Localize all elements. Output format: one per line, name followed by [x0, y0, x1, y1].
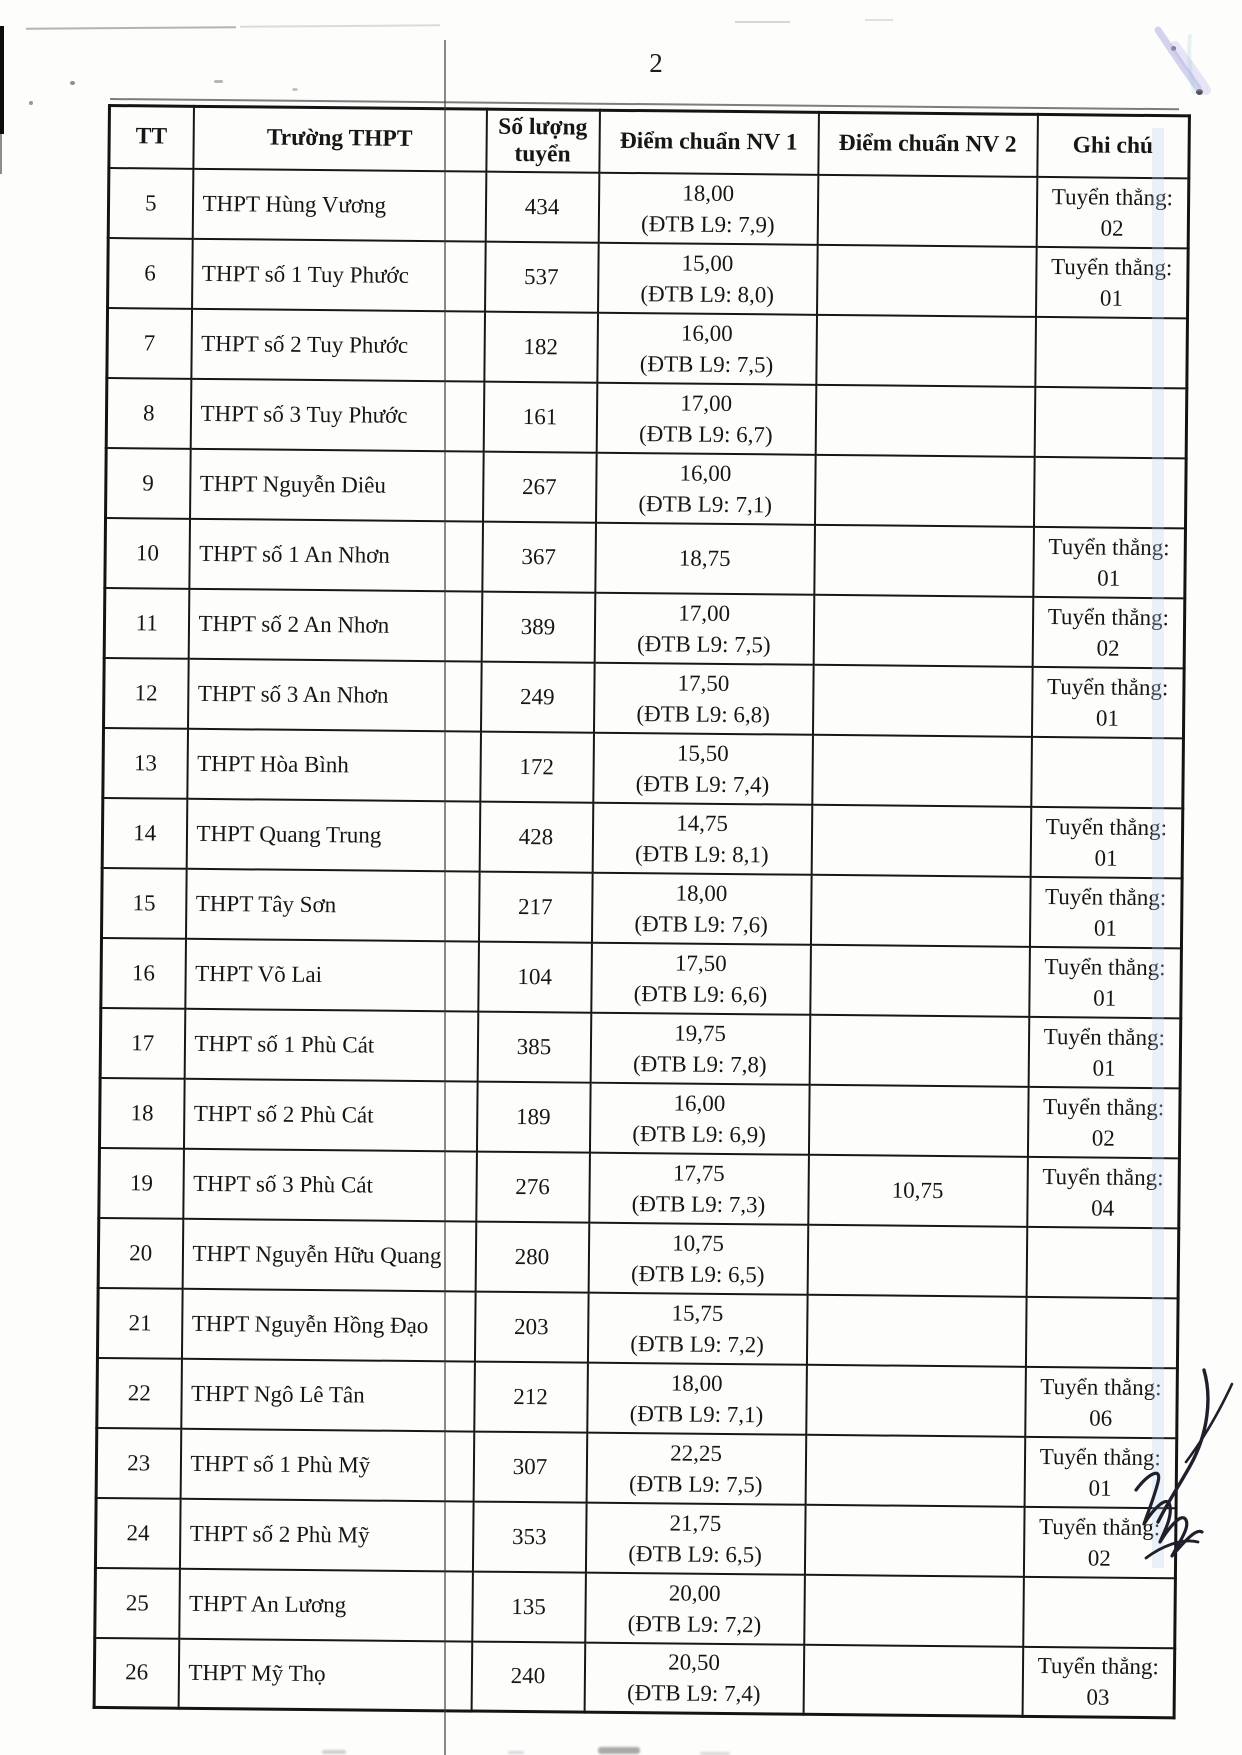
cell-nv1-score: 15,75 (ĐTB L9: 7,2): [587, 1292, 807, 1364]
cell-school-name: THPT số 3 An Nhơn: [188, 658, 482, 731]
scan-blue-band-artifact: [1152, 128, 1164, 1568]
scan-speck: [29, 101, 33, 105]
cell-quantity: 172: [480, 731, 594, 802]
cell-nv1-score: 15,00 (ĐTB L9: 8,0): [598, 242, 818, 314]
cell-school-name: THPT Nguyễn Hữu Quang: [182, 1218, 476, 1291]
cell-nv2-score: [806, 1294, 1026, 1366]
cell-nv2-score: [804, 1574, 1024, 1646]
cell-school-name: THPT Hòa Bình: [187, 728, 481, 801]
cell-tt: 19: [99, 1147, 184, 1218]
cell-nv2-score: [810, 944, 1030, 1016]
cell-note: Tuyển thẳng: 02: [1036, 176, 1189, 247]
cell-nv1-score: 18,00 (ĐTB L9: 7,6): [591, 872, 811, 944]
table-row: [104, 657, 1185, 737]
cell-nv2-score: [812, 664, 1032, 736]
cell-tt: 14: [102, 797, 187, 868]
cell-tt: 22: [97, 1357, 182, 1428]
cell-quantity: 389: [481, 591, 595, 662]
cell-tt: 26: [94, 1637, 179, 1708]
cell-school-name: THPT số 1 Phù Cát: [184, 1008, 478, 1081]
cell-tt: 5: [108, 168, 193, 239]
cell-tt: 12: [104, 657, 189, 728]
cell-tt: 15: [101, 867, 186, 938]
cell-quantity: 240: [471, 1641, 585, 1712]
cell-nv2-score: [804, 1504, 1024, 1576]
cell-school-name: THPT Nguyễn Diêu: [190, 448, 484, 521]
cell-nv2-score: [813, 594, 1033, 666]
cell-quantity: 182: [484, 311, 598, 382]
header-quantity: Số lượng tuyển: [486, 109, 600, 172]
header-school: Trường THPT: [193, 106, 487, 171]
cell-quantity: 189: [476, 1081, 590, 1152]
cell-note: Tuyển thẳng: 01: [1036, 246, 1189, 317]
cell-nv2-score: [814, 524, 1034, 596]
cell-school-name: THPT số 3 Tuy Phước: [190, 378, 484, 451]
cell-note: Tuyển thẳng: 01: [1028, 1016, 1181, 1087]
cell-quantity: 367: [482, 521, 596, 592]
cell-tt: 24: [95, 1497, 180, 1568]
cell-tt: 9: [106, 447, 191, 518]
cell-nv2-score: [815, 384, 1035, 456]
cell-tt: 8: [106, 378, 191, 449]
table-row: [97, 1357, 1178, 1437]
scan-speck: [70, 81, 75, 85]
table-row: [105, 517, 1186, 597]
cell-nv1-score: 17,50 (ĐTB L9: 6,6): [591, 942, 811, 1014]
cell-nv1-score: 16,00 (ĐTB L9: 7,1): [596, 452, 816, 524]
cell-school-name: THPT Võ Lai: [185, 938, 479, 1011]
cell-school-name: THPT số 2 Tuy Phước: [191, 308, 485, 381]
scan-smudge: [26, 26, 236, 29]
page-number: 2: [649, 48, 663, 78]
scan-speck: [214, 80, 223, 83]
cell-quantity: 217: [478, 871, 592, 942]
handwritten-signature: [1128, 1362, 1242, 1572]
cell-nv1-score: 21,75 (ĐTB L9: 6,5): [585, 1502, 805, 1574]
cell-school-name: THPT An Lương: [179, 1568, 473, 1641]
cell-note: Tuyển thẳng: 02: [1027, 1086, 1180, 1157]
cell-tt: 7: [107, 308, 192, 379]
cell-school-name: THPT số 2 An Nhơn: [188, 588, 482, 661]
cell-school-name: THPT Nguyễn Hồng Đạo: [181, 1288, 475, 1361]
cell-nv2-score: [806, 1364, 1026, 1436]
cell-note: Tuyển thẳng: 01: [1029, 876, 1182, 947]
cell-nv1-score: 10,75 (ĐTB L9: 6,5): [588, 1222, 808, 1294]
table-row: [98, 1217, 1179, 1297]
cell-school-name: THPT Mỹ Thọ: [178, 1638, 472, 1711]
scan-streak-artifact: [1130, 18, 1240, 118]
cell-note: Tuyển thẳng: 01: [1030, 806, 1183, 877]
header-row: [109, 106, 1190, 178]
cell-quantity: 353: [472, 1501, 586, 1572]
table-row: [107, 308, 1188, 388]
cell-school-name: THPT Quang Trung: [186, 798, 480, 871]
cell-nv2-score: [814, 454, 1034, 526]
cell-nv1-score: 22,25 (ĐTB L9: 7,5): [586, 1432, 806, 1504]
cell-nv1-score: 17,00 (ĐTB L9: 7,5): [594, 592, 814, 664]
cell-nv2-score: [809, 1014, 1029, 1086]
table-row: [108, 238, 1189, 318]
cell-quantity: 203: [474, 1291, 588, 1362]
cell-tt: 21: [97, 1287, 182, 1358]
table-row: [101, 937, 1182, 1017]
cell-tt: 16: [101, 937, 186, 1008]
cell-quantity: 212: [474, 1361, 588, 1432]
cell-note: Tuyển thẳng: 01: [1033, 526, 1186, 597]
header-nv2-score: Điểm chuẩn NV 2: [818, 112, 1038, 176]
header-nv1-score: Điểm chuẩn NV 1: [599, 110, 819, 174]
scan-edge-shadow: [0, 26, 4, 134]
cell-tt: 18: [99, 1077, 184, 1148]
cell-nv2-score: [807, 1224, 1027, 1296]
cell-quantity: 537: [485, 241, 599, 312]
scan-smudge: [322, 1750, 346, 1754]
cell-note: Tuyển thẳng: 01: [1024, 1436, 1177, 1507]
table-row: [102, 797, 1183, 877]
table-row: [95, 1567, 1176, 1647]
cell-quantity: 428: [479, 801, 593, 872]
cell-nv1-score: 18,00 (ĐTB L9: 7,9): [598, 172, 818, 244]
scan-speck: [292, 88, 298, 91]
cell-school-name: THPT Tây Sơn: [185, 868, 479, 941]
table-row: [95, 1497, 1176, 1577]
cell-nv1-score: 17,75 (ĐTB L9: 7,3): [589, 1152, 809, 1224]
cell-tt: 6: [108, 238, 193, 309]
cell-nv1-score: 17,50 (ĐTB L9: 6,8): [593, 662, 813, 734]
cell-quantity: 249: [480, 661, 594, 732]
cell-quantity: 280: [475, 1221, 589, 1292]
cell-tt: 10: [105, 517, 190, 588]
table-row: [94, 1637, 1175, 1717]
cell-note: Tuyển thẳng: 04: [1027, 1156, 1180, 1227]
table-row: [106, 447, 1187, 527]
cell-note: Tuyển thẳng: 03: [1022, 1646, 1175, 1717]
cell-nv2-score: [812, 734, 1032, 806]
table-row: [101, 867, 1182, 947]
cell-nv1-score: 20,50 (ĐTB L9: 7,4): [584, 1642, 804, 1714]
scan-edge-shadow: [0, 134, 2, 174]
cell-tt: 17: [100, 1007, 185, 1078]
table-row: [96, 1427, 1177, 1507]
cell-nv2-score: [803, 1644, 1023, 1716]
cell-nv2-score: [816, 314, 1036, 386]
cell-school-name: THPT số 1 An Nhơn: [189, 518, 483, 591]
cell-school-name: THPT số 3 Phù Cát: [183, 1148, 477, 1221]
cell-quantity: 161: [483, 381, 597, 452]
cell-nv1-score: 16,00 (ĐTB L9: 7,5): [597, 312, 817, 384]
scan-smudge: [508, 1751, 524, 1754]
cell-nv1-score: 15,50 (ĐTB L9: 7,4): [593, 732, 813, 804]
cell-tt: 20: [98, 1217, 183, 1288]
header-note: Ghi chú: [1037, 114, 1190, 177]
cell-quantity: 276: [476, 1151, 590, 1222]
table-row: [103, 727, 1184, 807]
cell-school-name: THPT Hùng Vương: [192, 168, 486, 241]
cell-nv2-score: [817, 244, 1037, 316]
cell-nv2-score: [808, 1084, 1028, 1156]
cell-note: Tuyển thẳng: 06: [1025, 1366, 1178, 1437]
cell-quantity: 267: [483, 451, 597, 522]
cell-school-name: THPT Ngô Lê Tân: [181, 1358, 475, 1431]
cell-nv1-score: 14,75 (ĐTB L9: 8,1): [592, 802, 812, 874]
cell-tt: 13: [103, 727, 188, 798]
cell-school-name: THPT số 1 Phù Mỹ: [180, 1428, 474, 1501]
cell-nv2-score: [810, 874, 1030, 946]
cell-school-name: THPT số 1 Tuy Phước: [192, 238, 486, 311]
cell-note: Tuyển thẳng: 01: [1029, 946, 1182, 1017]
cell-note: Tuyển thẳng: 02: [1032, 596, 1185, 667]
cell-nv2-score: [805, 1434, 1025, 1506]
cell-note: [1023, 1576, 1176, 1647]
table-row: [99, 1147, 1180, 1227]
cell-quantity: 385: [477, 1011, 591, 1082]
cell-note: Tuyển thẳng: 02: [1023, 1506, 1176, 1577]
cell-nv1-score: 18,00 (ĐTB L9: 7,1): [587, 1362, 807, 1434]
cell-note: [1035, 316, 1188, 387]
scan-smudge: [240, 24, 440, 27]
cell-quantity: 135: [472, 1571, 586, 1642]
cell-tt: 25: [95, 1567, 180, 1638]
cell-tt: 23: [96, 1427, 181, 1498]
page-fold-line-artifact: [444, 40, 446, 1755]
table-row: [97, 1287, 1178, 1367]
table-row: [100, 1007, 1181, 1087]
cell-nv1-score: 18,75: [595, 522, 815, 594]
scan-smudge: [598, 1747, 640, 1754]
cell-nv2-score: [811, 804, 1031, 876]
cell-school-name: THPT số 2 Phù Mỹ: [179, 1498, 473, 1571]
table-row: [106, 378, 1187, 458]
cell-nv1-score: 17,00 (ĐTB L9: 6,7): [596, 382, 816, 454]
cell-note: Tuyển thẳng: 01: [1031, 666, 1184, 737]
header-tt: TT: [109, 106, 194, 169]
cell-quantity: 104: [478, 941, 592, 1012]
cell-nv2-score: 10,75: [808, 1154, 1028, 1226]
table-container: [93, 104, 1188, 1719]
table-row: [108, 168, 1189, 248]
table-row: [104, 587, 1185, 667]
cell-nv1-score: 20,00 (ĐTB L9: 7,2): [585, 1572, 805, 1644]
cell-quantity: 434: [485, 171, 599, 242]
cell-nv1-score: 19,75 (ĐTB L9: 7,8): [590, 1012, 810, 1084]
scan-smudge: [865, 19, 893, 21]
table-row: [99, 1077, 1180, 1157]
cell-tt: 11: [104, 587, 189, 658]
cell-nv1-score: 16,00 (ĐTB L9: 6,9): [589, 1082, 809, 1154]
cell-school-name: THPT số 2 Phù Cát: [183, 1078, 477, 1151]
admission-scores-table: [93, 104, 1191, 1719]
cell-nv2-score: [817, 174, 1037, 246]
cell-quantity: 307: [473, 1431, 587, 1502]
scan-smudge: [735, 21, 790, 23]
